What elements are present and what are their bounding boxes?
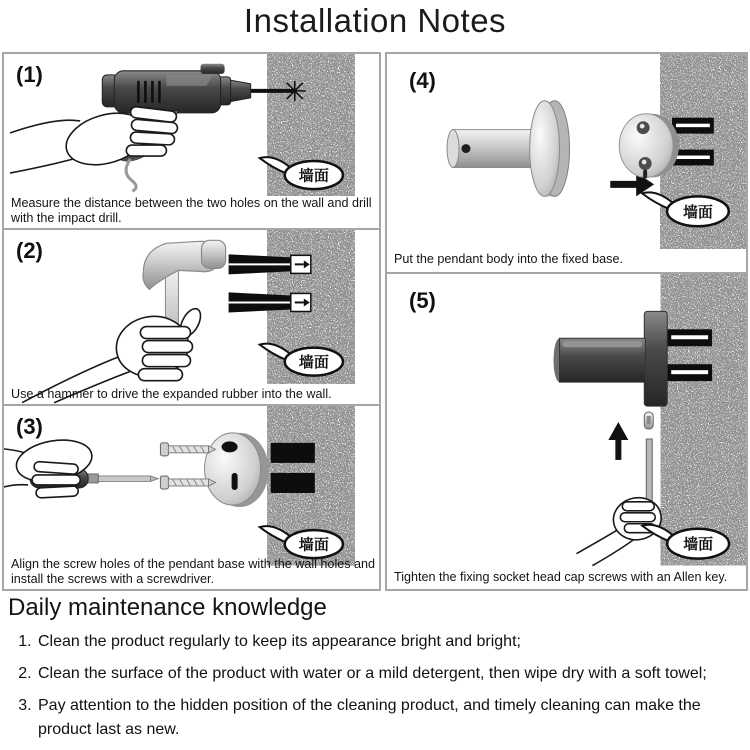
page-title: Installation Notes	[243, 2, 507, 39]
maintenance-heading: Daily maintenance knowledge	[8, 594, 327, 621]
hand-illustration	[10, 105, 178, 174]
step-5-illustration	[387, 274, 746, 589]
svg-text:墙面: 墙面	[298, 536, 329, 554]
svg-text:墙面: 墙面	[298, 167, 329, 185]
step-panel-4	[385, 52, 748, 274]
step-panel-2	[2, 228, 381, 406]
maintenance-list	[0, 630, 750, 741]
step-caption: Tighten the fixing socket head cap screws with an Allen key.	[394, 570, 728, 585]
step-number: (5)	[409, 288, 436, 313]
svg-text:墙面: 墙面	[683, 536, 714, 554]
step-caption: Put the pendant body into the fixed base.	[394, 252, 623, 267]
step-number: (1)	[16, 62, 43, 87]
maintenance-section	[0, 594, 750, 750]
expansion-anchor	[229, 292, 311, 312]
wall-hole	[271, 473, 315, 493]
step-number: (2)	[16, 238, 43, 263]
expansion-anchor	[229, 254, 311, 274]
step-panel-3	[2, 404, 381, 591]
arrow-up-icon	[608, 422, 628, 460]
step-panel-5	[385, 272, 748, 591]
pendant-body	[447, 101, 569, 197]
fixed-base	[619, 114, 679, 179]
maintenance-item: 1. Clean the product regularly to keep its appearance bright and bright;	[36, 630, 748, 653]
power-cord	[126, 159, 136, 191]
step-number: (3)	[16, 414, 43, 439]
pendant-base	[205, 433, 269, 507]
maintenance-item: 3. Pay attention to the hidden position of the cleaning product, and timely cleaning can make the product last as new.	[36, 694, 748, 740]
step-caption: Measure the distance between the two holes on the wall and drill with the impact drill.	[11, 196, 372, 226]
set-screw	[644, 412, 653, 429]
wall-hole	[271, 443, 315, 463]
step-number: (4)	[409, 68, 436, 93]
step-caption: Use a hammer to drive the expanded rubber into the wall.	[11, 387, 332, 402]
step-panel-1	[2, 52, 381, 230]
hand-illustration	[4, 435, 95, 499]
maintenance-item: 2. Clean the surface of the product with water or a mild detergent, then wipe dry with a soft towel;	[36, 662, 748, 685]
svg-text:墙面: 墙面	[298, 354, 329, 372]
wall-texture	[662, 276, 746, 559]
step-2-illustration	[4, 230, 379, 404]
svg-text:墙面: 墙面	[682, 203, 713, 221]
step-4-illustration	[387, 54, 746, 272]
step-caption: Align the screw holes of the pendant base with the wall holes and install the screws with a screwdriver.	[11, 557, 376, 587]
pendant-mounted	[554, 311, 668, 406]
